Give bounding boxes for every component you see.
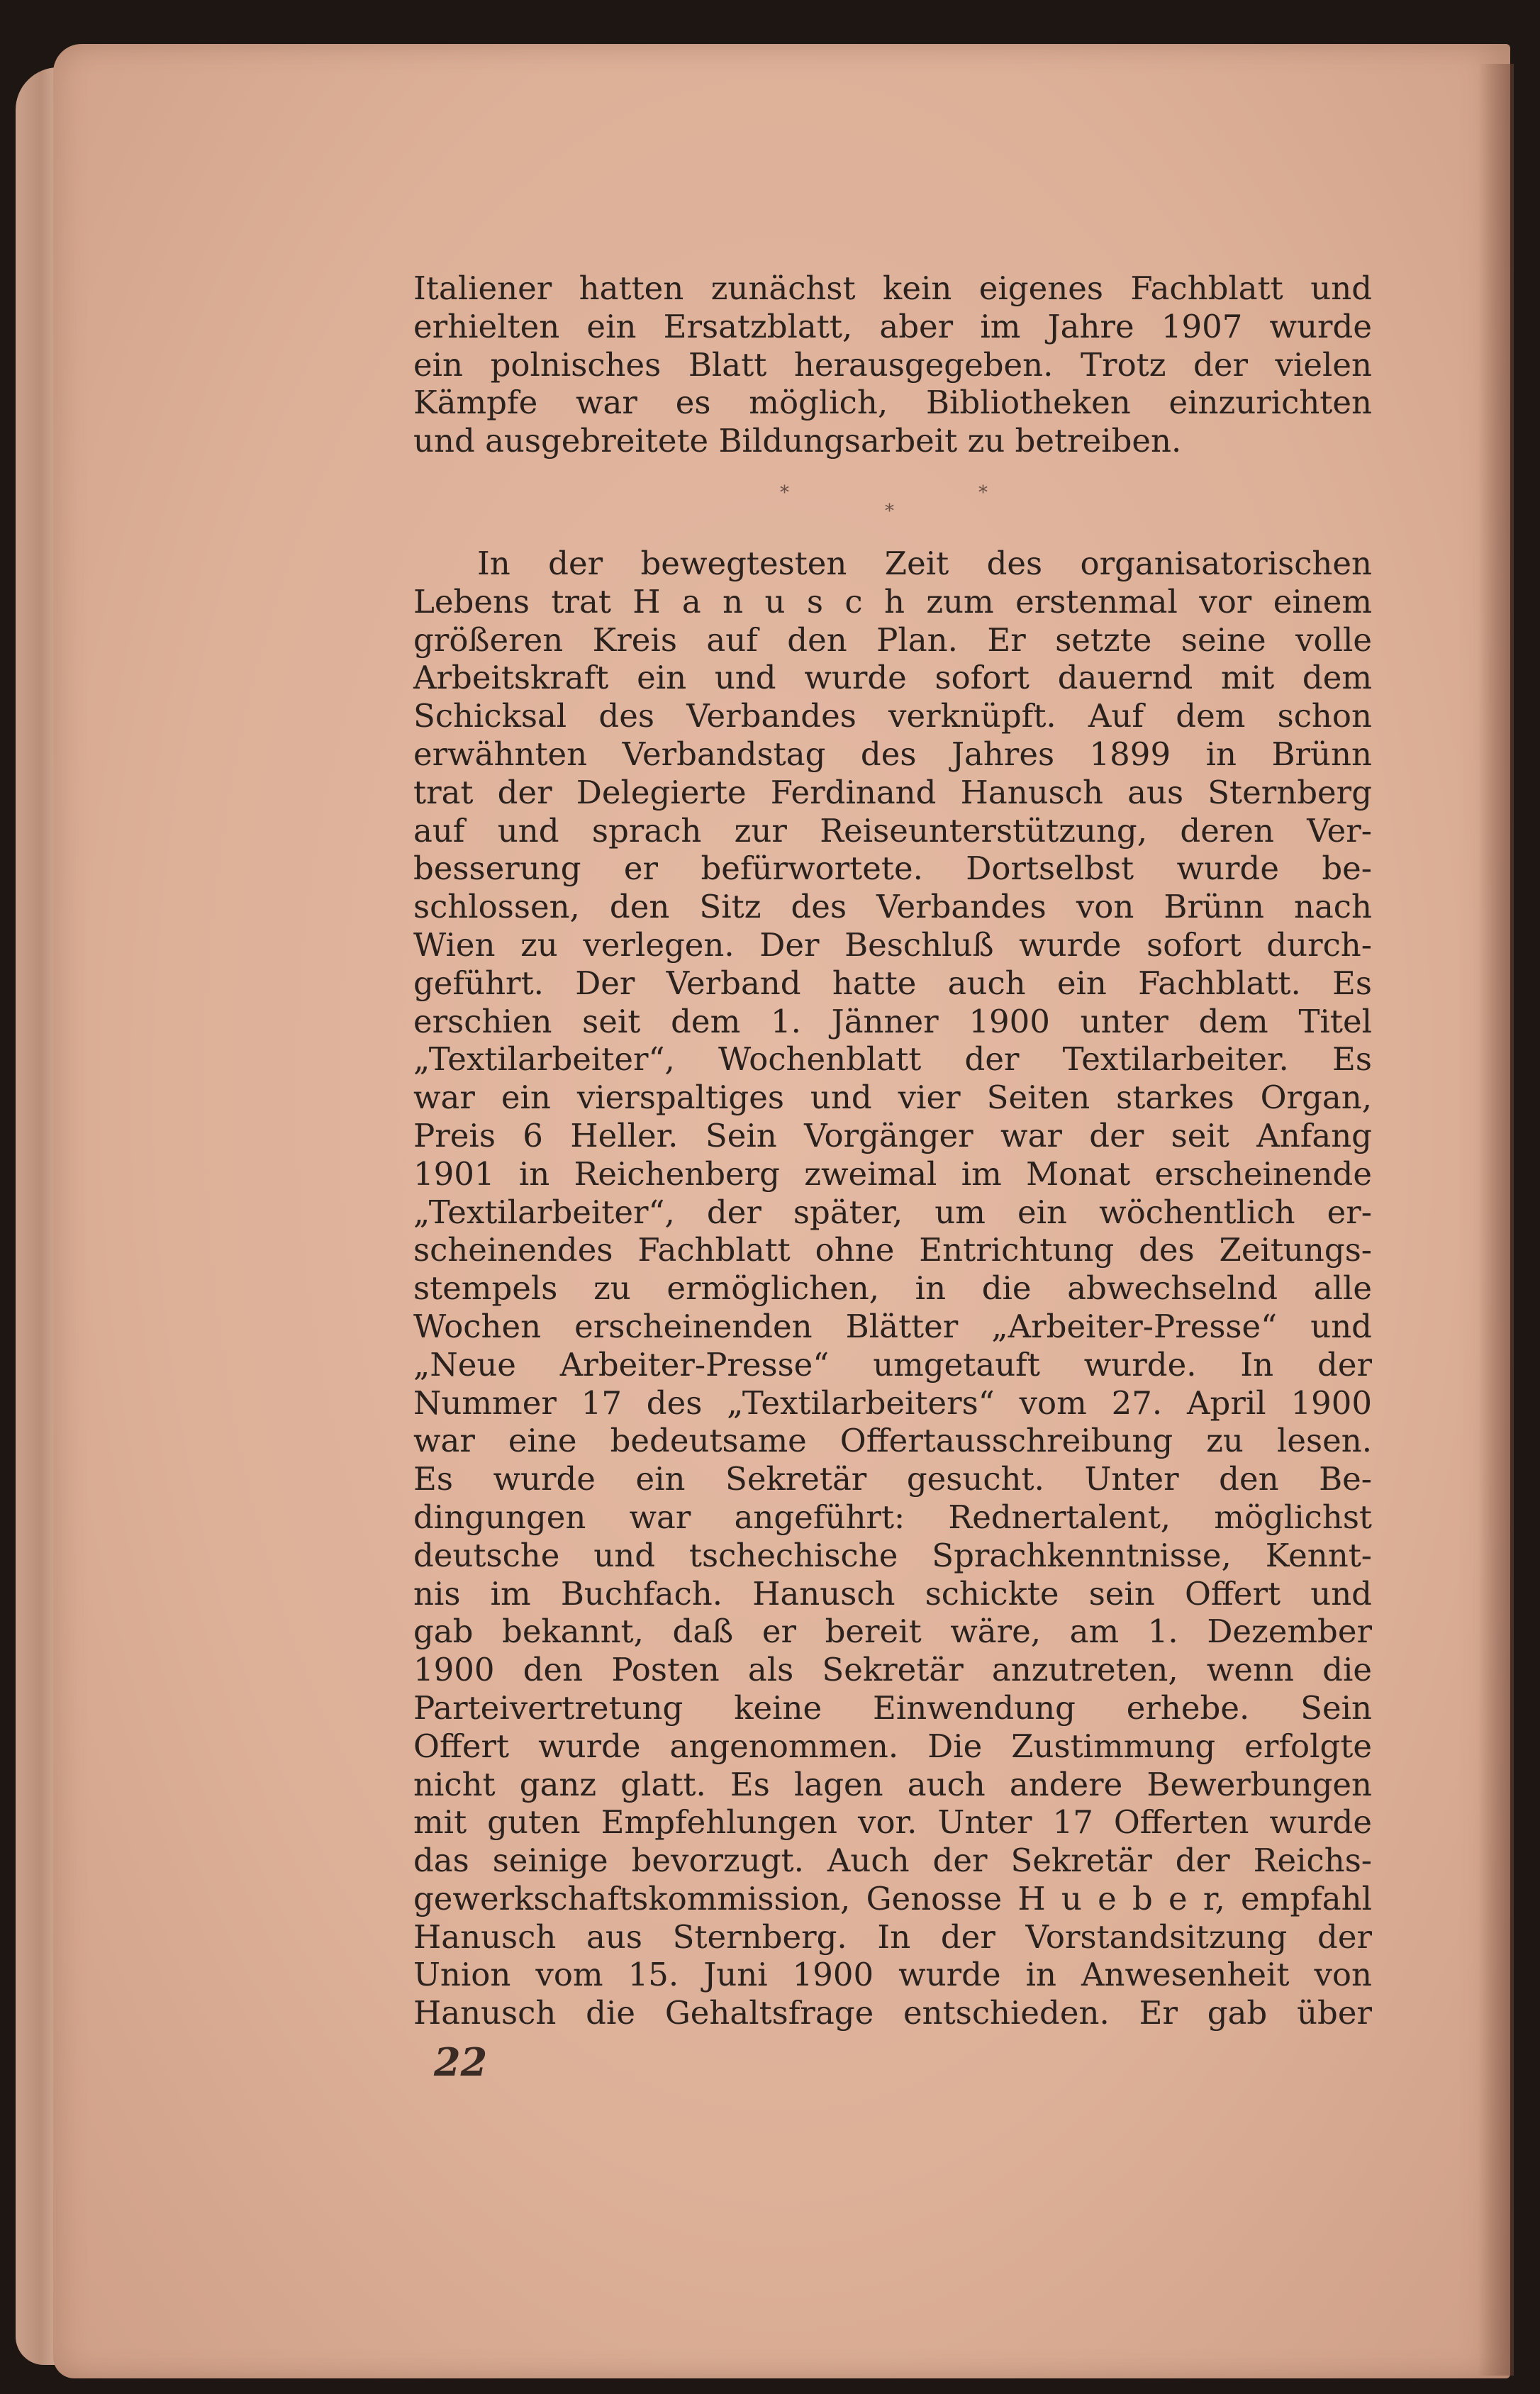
text-line: trat der Delegierte Ferdinand Hanusch aus Sternberg — [413, 773, 1372, 811]
text-line: ein polnisches Blatt herausgegeben. Trotz der vielen — [413, 345, 1372, 384]
text-line: erschien seit dem 1. Jänner 1900 unter dem Titel — [413, 1002, 1372, 1040]
body-text — [413, 269, 1372, 460]
text-line: Preis 6 Heller. Sein Vorgänger war der seit Anfang — [413, 1116, 1372, 1154]
text-line: das seinige bevorzugt. Auch der Sekretär der Reichs- — [413, 1842, 1372, 1880]
text-line: gab bekannt, daß er bereit wäre, am 1. Dezember — [413, 1613, 1372, 1651]
text-line: besserung er befürwortete. Dortselbst wurde be- — [413, 850, 1372, 888]
text-line: Union vom 15. Juni 1900 wurde in Anwesenheit von — [413, 1956, 1372, 1994]
text-line: Wochen erscheinenden Blätter „Arbeiter-Presse“ und — [413, 1307, 1372, 1345]
gutter-shadow — [1478, 64, 1514, 2376]
separator-star: * — [780, 482, 789, 503]
text-line: Lebens trat H a n u s c h zum erstenmal vor einem — [413, 582, 1372, 620]
page-number: 22 — [434, 2039, 488, 2085]
text-line: Es wurde ein Sekretär gesucht. Unter den Be- — [413, 1460, 1372, 1498]
text-line: und ausgebreitete Bildungsarbeit zu betreiben. — [413, 422, 1182, 460]
text-line: erhielten ein Ersatzblatt, aber im Jahre 1907 wurde — [413, 307, 1372, 345]
text-line: deutsche und tschechische Sprachkenntnisse, Kennt- — [413, 1536, 1372, 1574]
text-line: Wien zu verlegen. Der Beschluß wurde sofort durch- — [413, 925, 1372, 964]
text-line: erwähnten Verbandstag des Jahres 1899 in Brünn — [413, 735, 1372, 773]
text-line: Hanusch die Gehaltsfrage entschieden. Er gab über — [413, 1994, 1372, 2032]
text-line: größeren Kreis auf den Plan. Er setzte seine volle — [413, 620, 1372, 659]
text-line: gewerkschaftskommission, Genosse H u e b e r, empfahl — [413, 1879, 1372, 1917]
section-separator — [766, 482, 1014, 532]
text-line: scheinendes Fachblatt ohne Entrichtung des Zeitungs- — [413, 1231, 1372, 1269]
text-line: Schicksal des Verbandes verknüpft. Auf dem schon — [413, 697, 1372, 735]
text-line: Offert wurde angenommen. Die Zustimmung erfolgte — [413, 1727, 1372, 1765]
text-line: war eine bedeutsame Offertausschreibung zu lesen. — [413, 1422, 1372, 1460]
text-line: Nummer 17 des „Textilarbeiters“ vom 27. April 1900 — [413, 1383, 1372, 1422]
text-line: nis im Buchfach. Hanusch schickte sein Offert und — [413, 1574, 1372, 1613]
text-line: geführt. Der Verband hatte auch ein Fachblatt. Es — [413, 964, 1372, 1002]
text-line: mit guten Empfehlungen vor. Unter 17 Offerten wurde — [413, 1803, 1372, 1842]
text-line: „Textilarbeiter“, Wochenblatt der Textilarbeiter. Es — [413, 1040, 1372, 1079]
separator-star: * — [885, 501, 894, 522]
text-line: Arbeitskraft ein und wurde sofort dauernd mit dem — [413, 659, 1372, 697]
text-line: „Neue Arbeiter-Presse“ umgetauft wurde. In der — [413, 1345, 1372, 1383]
text-line: dingungen war angeführt: Rednertalent, möglichst — [413, 1498, 1372, 1536]
text-line: „Textilarbeiter“, der später, um ein wöchentlich er- — [413, 1193, 1372, 1231]
separator-star: * — [978, 482, 988, 503]
text-line: war ein vierspaltiges und vier Seiten starkes Organ, — [413, 1079, 1372, 1117]
text-line: nicht ganz glatt. Es lagen auch andere Bewerbungen — [413, 1765, 1372, 1803]
text-line: schlossen, den Sitz des Verbandes von Brünn nach — [413, 888, 1372, 926]
text-line: Hanusch aus Sternberg. In der Vorstandsitzung der — [413, 1917, 1372, 1956]
text-line: In der bewegtesten Zeit des organisatorischen — [477, 545, 1372, 582]
text-line: Kämpfe war es möglich, Bibliotheken einzurichten — [413, 384, 1372, 422]
text-line: Parteivertretung keine Einwendung erhebe. Sein — [413, 1688, 1372, 1727]
text-line: Italiener hatten zunächst kein eigenes Fachblatt und — [413, 269, 1372, 307]
body-text-paragraph-2 — [413, 545, 1372, 2032]
text-line: stempels zu ermöglichen, in die abwechselnd alle — [413, 1269, 1372, 1308]
text-line: 1901 in Reichenberg zweimal im Monat erscheinende — [413, 1154, 1372, 1193]
text-line: auf und sprach zur Reiseunterstützung, deren Ver- — [413, 811, 1372, 850]
text-line: 1900 den Posten als Sekretär anzutreten, wenn die — [413, 1651, 1372, 1689]
